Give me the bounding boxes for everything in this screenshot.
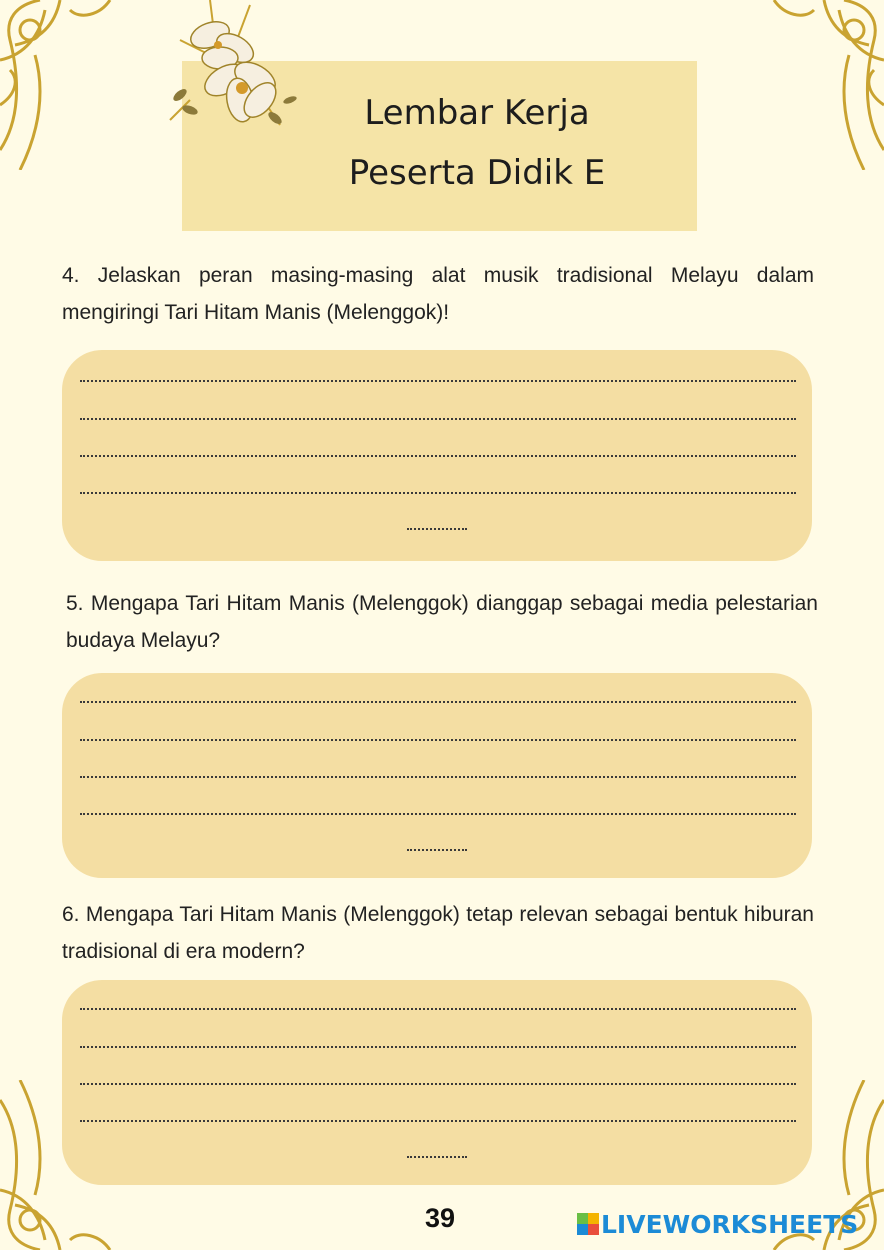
corner-ornament-top-left [0,0,170,170]
dotted-line [80,380,796,382]
dotted-line [80,739,796,741]
liveworksheets-icon [577,1213,599,1235]
dotted-line [80,1008,796,1010]
brand-name: LIVEWORKSHEETS [601,1209,859,1239]
dotted-line [80,776,796,778]
dotted-line [80,1120,796,1122]
answer-box-4[interactable] [62,350,812,561]
answer-box-6[interactable] [62,980,812,1185]
dotted-line-short [407,1156,467,1158]
dotted-line [80,813,796,815]
dotted-line [80,1083,796,1085]
corner-ornament-top-right [714,0,884,170]
dotted-line [80,455,796,457]
question-5: 5. Mengapa Tari Hitam Manis (Melenggok) dianggap sebagai media pelestarian budaya Melayu? [66,592,818,652]
question-4: 4. Jelaskan peran masing-masing alat musik tradisional Melayu dalam mengiringi Tari Hitam Manis (Melenggok)! [62,264,814,324]
dotted-line-short [407,849,467,851]
title-line-2: Peserta Didik E [348,153,606,193]
dotted-line [80,492,796,494]
answer-box-5[interactable] [62,673,812,878]
ornament-icon [0,0,170,170]
dotted-line [80,701,796,703]
dotted-line [80,1046,796,1048]
question-6: 6. Mengapa Tari Hitam Manis (Melenggok) tetap relevan sebagai bentuk hiburan tradisional di era modern? [62,903,814,963]
liveworksheets-logo[interactable] [577,1206,858,1242]
flower-icon [160,0,305,135]
title-line-1: Lembar Kerja [364,93,590,133]
dotted-line [80,418,796,420]
page-number: 39 [424,1203,456,1233]
dotted-line-short [407,528,467,530]
